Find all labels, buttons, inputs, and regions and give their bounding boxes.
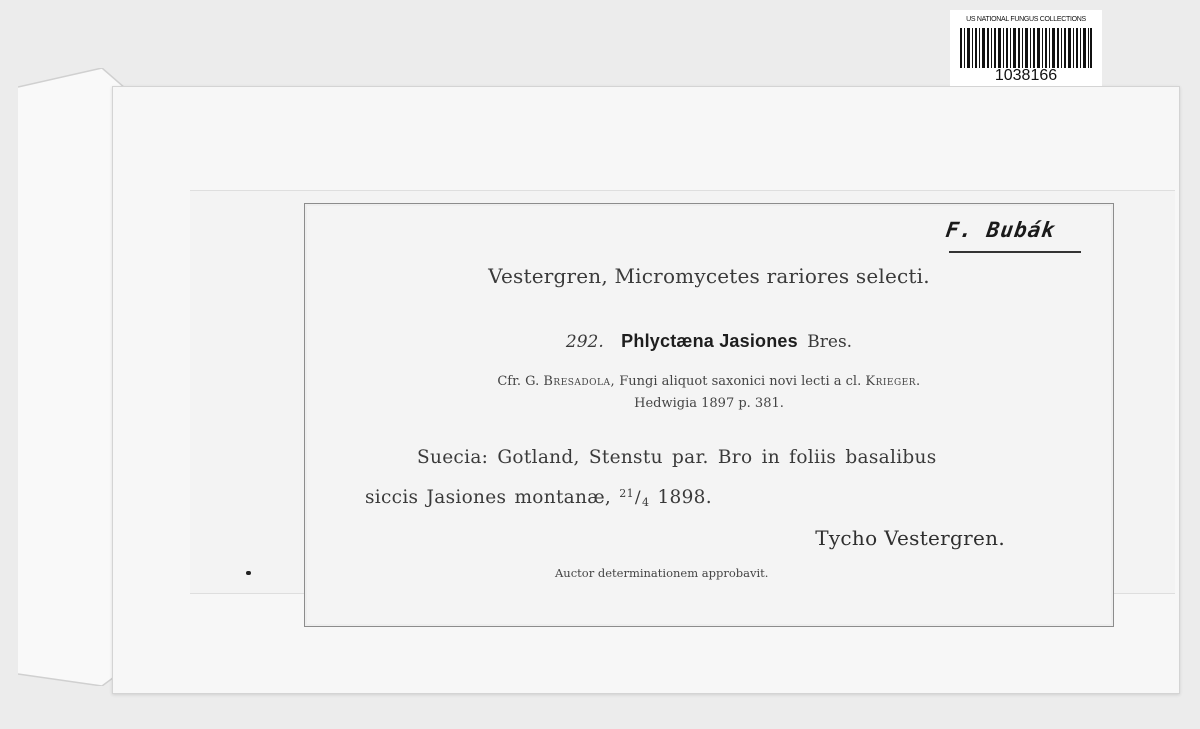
- citation-author: Bresadola,: [543, 374, 616, 389]
- barcode-bars: [960, 28, 1092, 68]
- date-year: 1898.: [657, 487, 712, 508]
- handwritten-underline: [949, 251, 1081, 253]
- citation-reference: Hedwigia 1897 p. 381.: [634, 396, 784, 411]
- barcode-header: US NATIONAL FUNGUS COLLECTIONS: [966, 16, 1086, 23]
- barcode-number: 1038166: [994, 67, 1058, 84]
- taxon-name: Phlyctæna Jasiones: [621, 331, 798, 351]
- taxon-number: 292.: [565, 332, 604, 352]
- barcode-label: [950, 10, 1102, 86]
- date-day: 21: [619, 487, 634, 500]
- approval-note: Auctor determinationem approbavit.: [555, 566, 769, 580]
- date-month: 4: [641, 496, 650, 509]
- date-slash: /: [634, 488, 641, 508]
- taxon-author: Bres.: [807, 332, 853, 352]
- locality-line-2: [365, 476, 1045, 521]
- citation-text: Fungi aliquot saxonici novi lecti a cl.: [619, 374, 862, 389]
- taxon-line: [305, 331, 1113, 352]
- citation-line-1: [305, 371, 1113, 393]
- citation-prefix: Cfr. G.: [497, 374, 540, 389]
- handwritten-annotation: F. Bubák: [944, 218, 1057, 242]
- collector-name: Tycho Vestergren.: [815, 526, 1005, 550]
- series-title: Vestergren, Micromycetes rariores selecti.: [488, 264, 930, 288]
- locality-line-1: Suecia: Gotland, Stenstu par. Bro in foliis basalibus: [417, 447, 937, 468]
- locality-host: siccis Jasiones montanæ,: [365, 487, 612, 508]
- citation: [305, 371, 1113, 415]
- locality: [365, 440, 1045, 521]
- specimen-label: [304, 203, 1114, 627]
- dirt-speck: [246, 571, 251, 575]
- citation-collector: Krieger.: [865, 374, 921, 389]
